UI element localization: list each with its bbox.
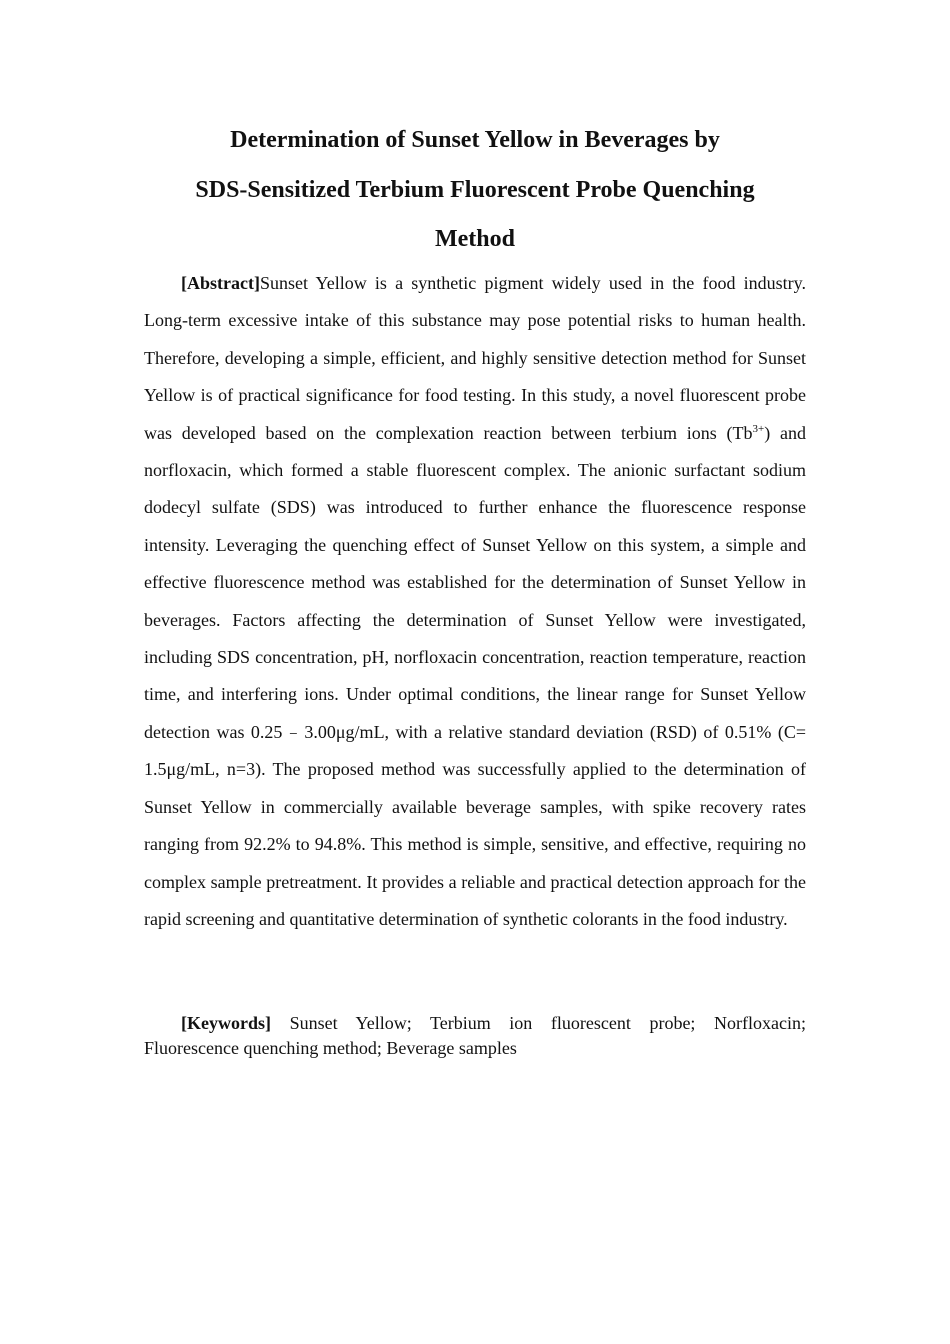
keywords-text: Sunset Yellow; Terbium ion fluorescent probe; Norfloxacin; Fluorescence quenching method; Beverage samples — [144, 1013, 806, 1058]
abstract-label: [Abstract] — [181, 273, 260, 293]
paper-title — [144, 116, 806, 265]
abstract-text-part-2: ) and norfloxacin, which formed a stable fluorescent complex. The anionic surfactant sodium dodecyl sulfate (SDS) was introduced to further enhance the fluorescence response intensity. Leveraging the quenching effect of Sunset Yellow on this system, a simple and effective fluorescence method was established for the determination of Sunset Yellow in beverages. Factors affecting the determination of Sunset Yellow were investigated, including SDS concentration, pH, norfloxacin concentration, reaction temperature, reaction time, and interfering ions. Under optimal conditions, the linear range for Sunset Yellow detection was 0.25﹣3.00μg/mL, with a relative standard deviation (RSD) of 0.51% (C= 1.5μg/mL, n=3). The proposed method was successfully applied to the determination of Sunset Yellow in commercially available beverage samples, with spike recovery rates ranging from 92.2% to 94.8%. This method is simple, sensitive, and effective, requiring no complex sample pretreatment. It provides a reliable and practical detection approach for the rapid screening and quantitative determination of synthetic colorants in the food industry. — [144, 422, 807, 929]
title-line-3: Method — [435, 226, 515, 252]
title-line-2: SDS-Sensitized Terbium Fluorescent Probe Quenching — [195, 176, 755, 203]
abstract-paragraph — [144, 265, 806, 938]
abstract-text-part-1: Sunset Yellow is a synthetic pigment widely used in the food industry. Long-term excessive intake of this substance may pose potential risks to human health. Therefore, developing a simple, efficient, and highly sensitive detection method for Sunset Yellow is of practical significance for food testing. In this study, a novel fluorescent probe was developed based on the complexation reaction between terbium ions (Tb — [144, 273, 806, 443]
keywords-paragraph — [144, 1011, 806, 1061]
title-line-1: Determination of Sunset Yellow in Beverages by — [230, 127, 720, 153]
keywords-label: [Keywords] — [181, 1013, 271, 1033]
abstract-superscript: 3+ — [752, 422, 765, 435]
